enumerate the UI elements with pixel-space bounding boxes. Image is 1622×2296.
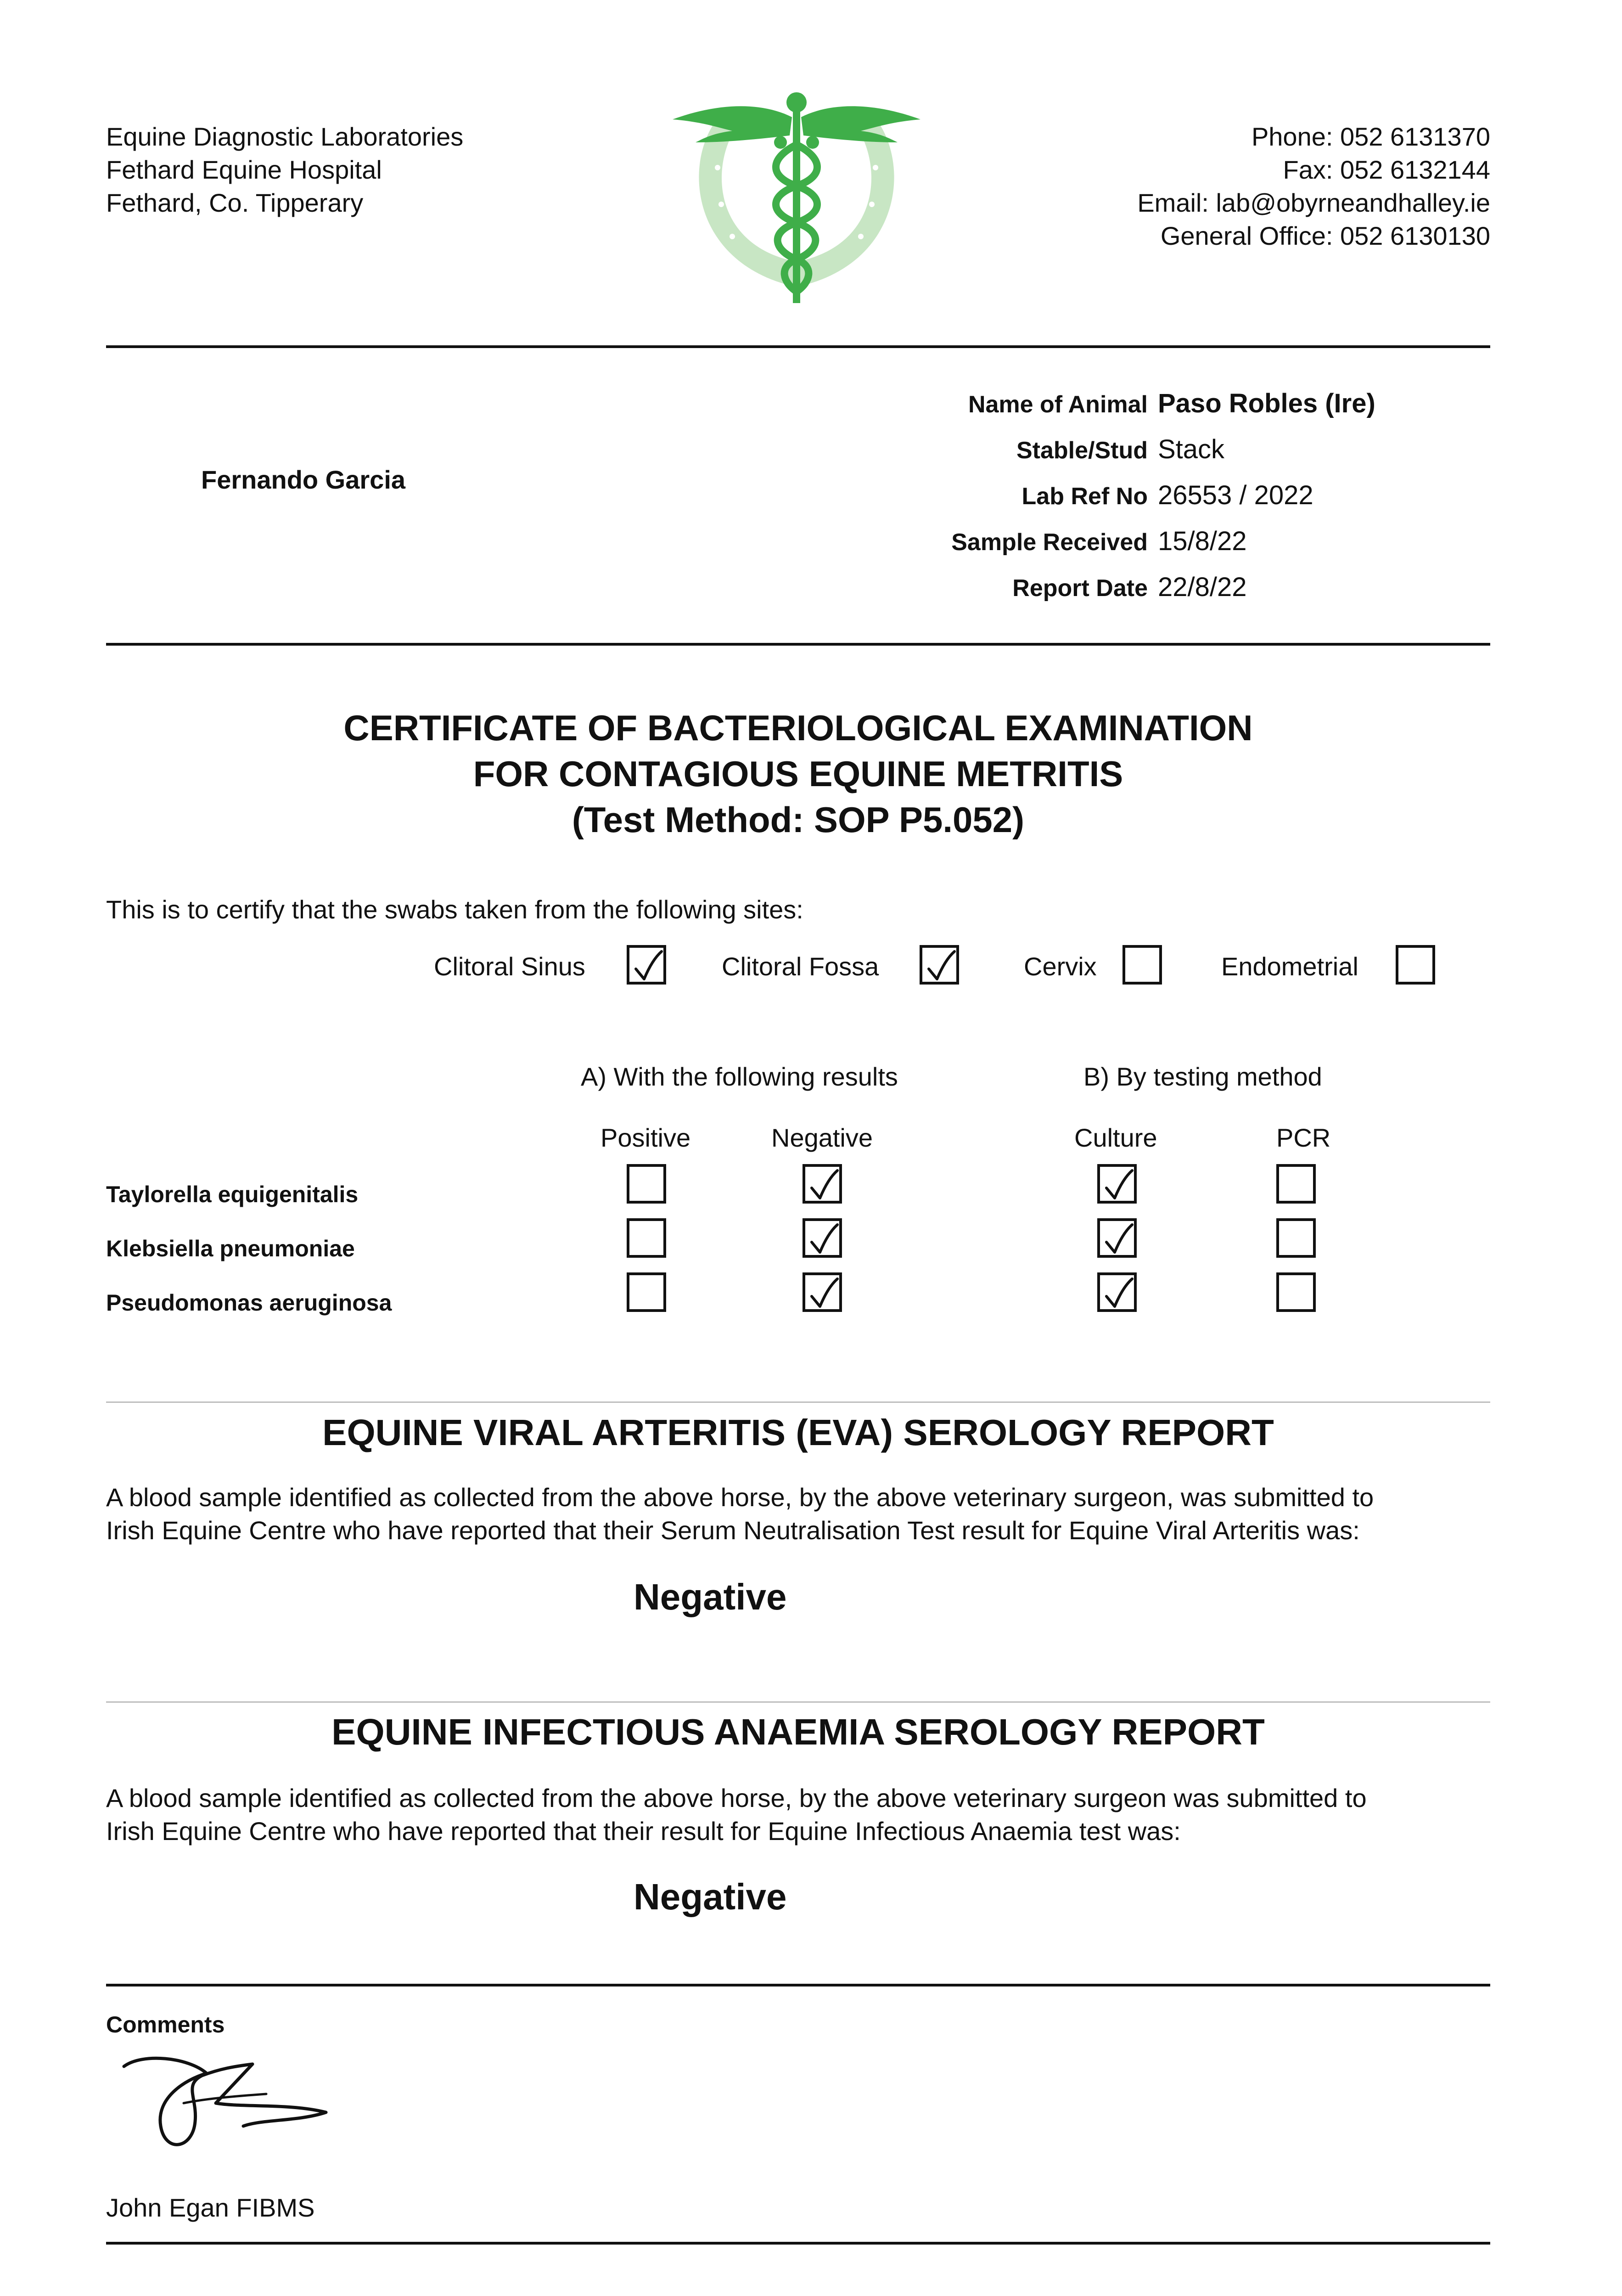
eva-result: Negative — [634, 1576, 787, 1617]
info-label: Name of Animal — [968, 391, 1148, 418]
check-mark-icon — [809, 1169, 839, 1203]
info-label: Lab Ref No — [1021, 483, 1148, 510]
divider — [106, 1984, 1490, 1986]
info-value: Paso Robles (Ire) — [1158, 388, 1375, 418]
lab-contact — [1137, 120, 1490, 253]
info-row — [872, 434, 1375, 480]
check-mark-icon — [809, 1277, 839, 1311]
info-row — [872, 480, 1375, 526]
eva-text-line: Irish Equine Centre who have reported that their Serum Neutralisation Test result for Equine Viral Arteritis was: — [106, 1516, 1360, 1545]
cem-title-line: FOR CONTAGIOUS EQUINE METRITIS — [473, 754, 1123, 794]
check-mark-icon — [809, 1223, 839, 1257]
eia-title: EQUINE INFECTIOUS ANAEMIA SEROLOGY REPORT — [331, 1711, 1265, 1752]
divider — [106, 1401, 1490, 1403]
info-row — [872, 572, 1375, 618]
check-mark-icon — [1104, 1223, 1134, 1257]
checkbox-clitoral-fossa — [920, 945, 959, 985]
organism-name: Pseudomonas aeruginosa — [106, 1290, 392, 1316]
info-value: Stack — [1158, 434, 1225, 464]
result-checkbox — [803, 1218, 842, 1258]
site-label: Cervix — [1024, 952, 1097, 981]
result-checkbox — [1276, 1218, 1316, 1258]
site-label: Endometrial — [1221, 952, 1358, 981]
site-label: Clitoral Sinus — [434, 952, 585, 981]
recipient-name: Fernando Garcia — [201, 465, 406, 494]
organism-name: Klebsiella pneumoniae — [106, 1236, 355, 1261]
eva-text — [106, 1481, 1490, 1547]
result-checkbox — [627, 1218, 666, 1258]
contact-line: General Office: 052 6130130 — [1160, 221, 1490, 250]
info-row — [872, 526, 1375, 572]
checkbox-endometrial — [1396, 945, 1435, 985]
info-value: 15/8/22 — [1158, 526, 1247, 556]
lab-address — [106, 120, 463, 219]
result-checkbox — [1097, 1272, 1137, 1312]
info-label: Stable/Stud — [1016, 437, 1148, 464]
cem-title-line: (Test Method: SOP P5.052) — [572, 799, 1025, 840]
column-header: Culture — [1074, 1123, 1157, 1152]
check-mark-icon — [926, 950, 956, 984]
divider — [106, 1701, 1490, 1703]
divider — [106, 643, 1490, 646]
check-mark-icon — [633, 950, 663, 984]
column-header: Positive — [601, 1123, 691, 1152]
eia-text-line: Irish Equine Centre who have reported that their result for Equine Infectious Anaemia test was: — [106, 1817, 1181, 1846]
info-label: Report Date — [1012, 575, 1148, 602]
result-checkbox — [803, 1164, 842, 1204]
results-heading: A) With the following results — [581, 1062, 898, 1091]
contact-line: Phone: 052 6131370 — [1251, 122, 1490, 151]
animal-info — [872, 388, 1375, 618]
eia-text-line: A blood sample identified as collected from the above horse, by the above veterinary surgeon was submitted to — [106, 1784, 1367, 1812]
checkbox-cervix — [1122, 945, 1162, 985]
site-label: Clitoral Fossa — [722, 952, 879, 981]
caduceus-horseshoe-logo — [663, 85, 930, 315]
eia-text — [106, 1782, 1490, 1848]
result-checkbox — [627, 1272, 666, 1312]
cem-intro: This is to certify that the swabs taken from the following sites: — [106, 895, 803, 924]
checkbox-clitoral-sinus — [627, 945, 666, 985]
comments-label: Comments — [106, 2012, 225, 2037]
info-value: 26553 / 2022 — [1158, 480, 1313, 510]
signature — [115, 2048, 344, 2167]
address-line: Equine Diagnostic Laboratories — [106, 122, 464, 151]
result-checkbox — [627, 1164, 666, 1204]
check-mark-icon — [1104, 1277, 1134, 1311]
address-line: Fethard Equine Hospital — [106, 155, 382, 184]
result-checkbox — [1276, 1272, 1316, 1312]
column-header: PCR — [1276, 1123, 1331, 1152]
eva-text-line: A blood sample identified as collected from the above horse, by the above veterinary surgeon, was submitted to — [106, 1483, 1374, 1512]
check-mark-icon — [1104, 1169, 1134, 1203]
result-checkbox — [1097, 1164, 1137, 1204]
result-checkbox — [803, 1272, 842, 1312]
info-row — [872, 388, 1375, 434]
result-checkbox — [1276, 1164, 1316, 1204]
signer-name: John Egan FIBMS — [106, 2193, 315, 2222]
info-value: 22/8/22 — [1158, 572, 1247, 602]
divider — [106, 345, 1490, 348]
contact-line: Email: lab@obyrneandhalley.ie — [1137, 188, 1490, 217]
result-checkbox — [1097, 1218, 1137, 1258]
eva-title: EQUINE VIRAL ARTERITIS (EVA) SEROLOGY REPORT — [322, 1412, 1274, 1453]
cem-title-line: CERTIFICATE OF BACTERIOLOGICAL EXAMINATION — [343, 708, 1253, 748]
method-heading: B) By testing method — [1083, 1062, 1322, 1091]
address-line: Fethard, Co. Tipperary — [106, 188, 364, 217]
column-header: Negative — [771, 1123, 873, 1152]
eia-result: Negative — [634, 1876, 787, 1917]
cem-title — [106, 705, 1490, 843]
organism-name: Taylorella equigenitalis — [106, 1182, 359, 1207]
info-label: Sample Received — [951, 529, 1148, 556]
divider — [106, 2242, 1490, 2245]
contact-line: Fax: 052 6132144 — [1283, 155, 1490, 184]
